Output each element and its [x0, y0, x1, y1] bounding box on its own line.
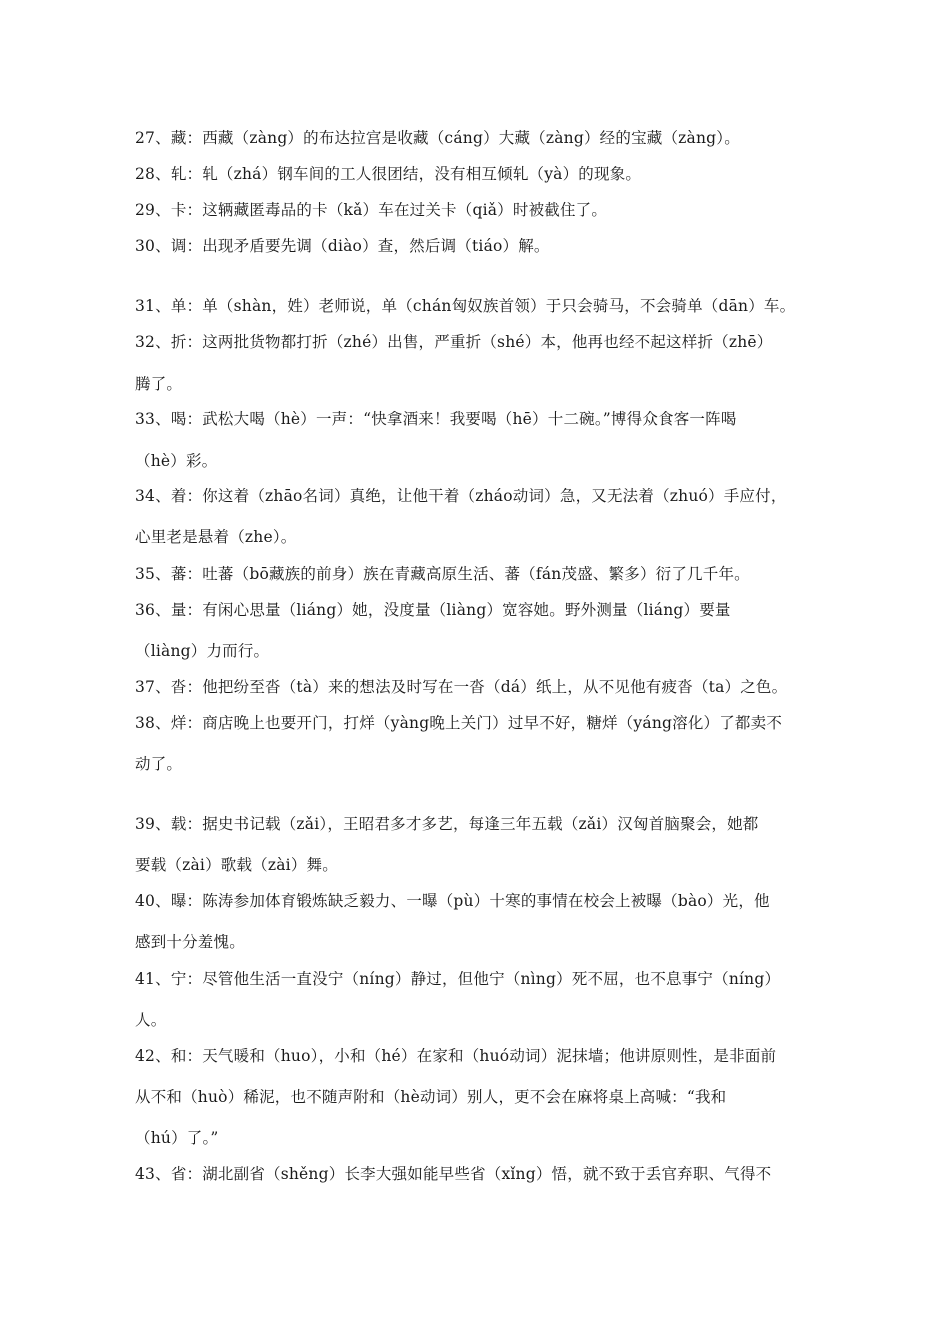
entry-36-line-2: （liàng）力而行。: [135, 642, 270, 660]
entry-32-line-2: 腾了。: [135, 375, 183, 393]
entry-36-line-1: 36、量：有闲心思量（liáng）她，没度量（liàng）宽容她。野外测量（liáng）要量: [135, 601, 731, 619]
entry-32-line-1: 32、折：这两批货物都打折（zhé）出售，严重折（shé）本，他再也经不起这样折（zhē）: [135, 333, 773, 351]
entry-39-line-2: 要载（zài）歌载（zài）舞。: [135, 856, 338, 874]
entry-43-line-1: 43、省：湖北副省（shěng）长李大强如能早些省（xǐng）悟，就不致于丢官弃职、气得不: [135, 1165, 772, 1183]
entry-42-line-3: （hú）了。”: [135, 1129, 219, 1147]
entry-40-line-1: 40、曝：陈涛参加体育锻炼缺乏毅力、一曝（pù）十寒的事情在校会上被曝（bào）光，他: [135, 892, 770, 910]
entry-42-line-1: 42、和：天气暖和（huo），小和（hé）在家和（huó动词）泥抹墙；他讲原则性，是非面前: [135, 1047, 777, 1065]
entry-39-line-1: 39、载：据史书记载（zǎi），王昭君多才多艺，每逢三年五载（zǎi）汉匈首脑聚会，她都: [135, 815, 759, 833]
entry-35-line-1: 35、蕃：吐蕃（bō藏族的前身）族在青藏高原生活、蕃（fán茂盛、繁多）衍了几千年。: [135, 565, 750, 583]
entry-41-line-2: 人。: [135, 1011, 167, 1029]
entry-38-line-2: 动了。: [135, 755, 183, 773]
entry-30-line-1: 30、调：出现矛盾要先调（diào）查，然后调（tiáo）解。: [135, 237, 550, 255]
entry-38-line-1: 38、烊：商店晚上也要开门，打烊（yàng晚上关门）过早不好，糖烊（yáng溶化）了都卖不: [135, 714, 783, 732]
entry-29-line-1: 29、卡：这辆藏匿毒品的卡（kǎ）车在过关卡（qiǎ）时被截住了。: [135, 201, 608, 219]
entry-28-line-1: 28、轧：轧（zhá）钢车间的工人很团结，没有相互倾轧（yà）的现象。: [135, 165, 642, 183]
entry-41-line-1: 41、宁：尽管他生活一直没宁（níng）静过，但他宁（nìng）死不屈，也不息事宁（níng）: [135, 970, 781, 988]
entry-27-line-1: 27、藏：西藏（zàng）的布达拉宫是收藏（cáng）大藏（zàng）经的宝藏（zàng）。: [135, 129, 740, 147]
entry-33-line-1: 33、喝：武松大喝（hè）一声：“快拿酒来！我要喝（hē）十二碗。”博得众食客一阵喝: [135, 410, 737, 428]
entry-31-line-1: 31、单：单（shàn，姓）老师说，单（chán匈奴族首领）于只会骑马，不会骑单（dān）车。: [135, 297, 796, 315]
entry-33-line-2: （hè）彩。: [135, 452, 218, 470]
entry-42-line-2: 从不和（huò）稀泥，也不随声附和（hè动词）别人，更不会在麻将桌上高喊：“我和: [135, 1088, 727, 1106]
entry-37-line-1: 37、沓：他把纷至沓（tà）来的想法及时写在一沓（dá）纸上，从不见他有疲沓（ta）之色。: [135, 678, 788, 696]
entry-40-line-2: 感到十分羞愧。: [135, 933, 245, 951]
entry-34-line-1: 34、着：你这着（zhāo名词）真绝，让他干着（zháo动词）急，又无法着（zhuó）手应付，: [135, 487, 787, 505]
entry-34-line-2: 心里老是悬着（zhe）。: [135, 528, 297, 546]
